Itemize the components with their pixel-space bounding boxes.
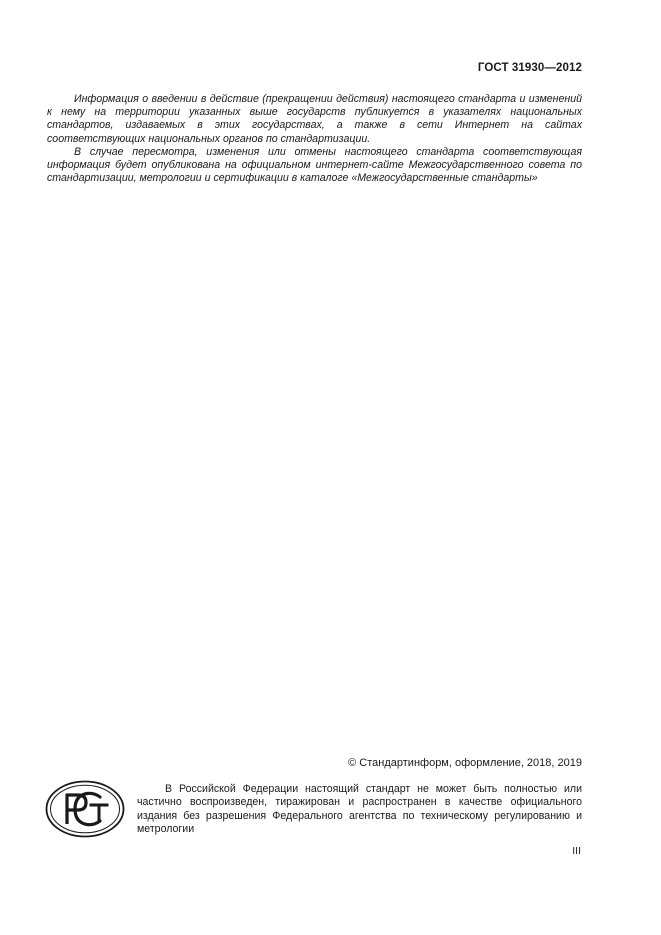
publication-info-block <box>47 93 582 185</box>
reproduction-notice <box>137 783 582 836</box>
document-code: ГОСТ 31930—2012 <box>477 62 582 74</box>
info-paragraph-1: Информация о введении в действие (прекращении действия) настоящего стандарта и изменений к нему на территории указанных выше государств публикуется в указателях национальных стандартов, издаваемых в этих государствах, а также в сети Интернет на сайтах соответствующих национальных органов по стандартизации. <box>47 93 582 145</box>
notice-text: В Российской Федерации настоящий стандарт не может быть полностью или частично воспроизведен, тиражирован и распространен в качестве официального издания без разрешения Федерального агентства по техническому регулированию и метрологии <box>137 783 582 835</box>
info-paragraph-2: В случае пересмотра, изменения или отмены настоящего стандарта соответствующая информация будет опубликована на официальном интернет-сайте Межгосударственного совета по стандартизации, метрологии и сертификации в каталоге «Межгосударственные стандарты» <box>47 145 582 185</box>
rst-emblem-icon <box>45 780 125 838</box>
copyright-line: © Стандартинформ, оформление, 2018, 2019 <box>348 757 582 769</box>
page-number: III <box>572 845 581 857</box>
